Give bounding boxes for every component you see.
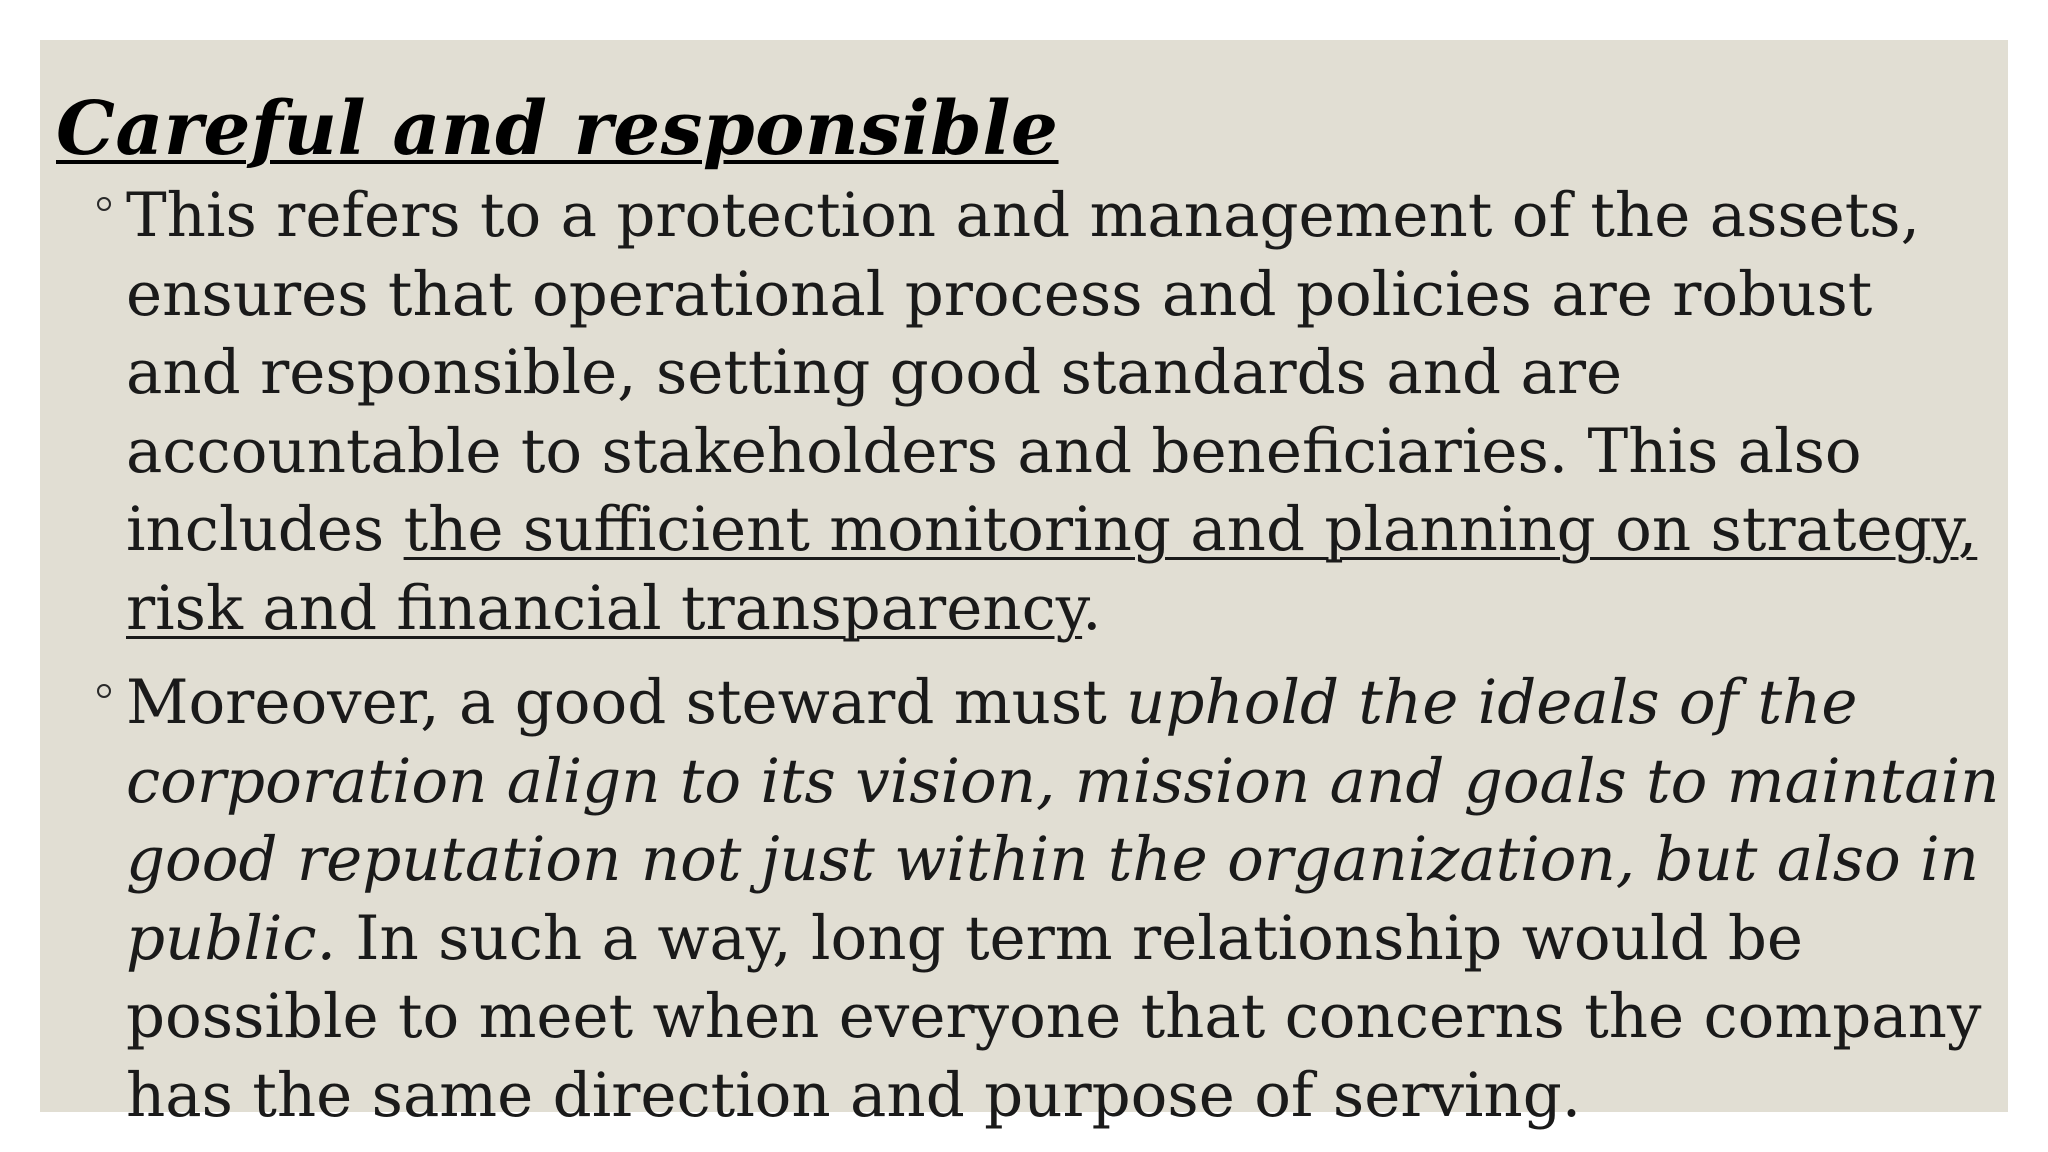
- text-run: This refers to a protection and management of the assets,: [126, 180, 1920, 251]
- text-run: possible to meet when everyone that concerns the company: [126, 981, 1982, 1052]
- text-run: .: [1082, 572, 1102, 644]
- text-line: [126, 177, 1977, 256]
- text-run: accountable to stakeholders and beneficiaries. This also: [126, 415, 1862, 487]
- text-run: and responsible, setting good standards and are: [126, 337, 1623, 408]
- bullet-circle-icon: [97, 684, 111, 698]
- text-line: [126, 743, 1999, 822]
- text-line: [126, 570, 1977, 649]
- italic-text: corporation align to its vision, mission and goals to maintain: [126, 745, 2000, 817]
- slide-title: Careful and responsible: [56, 86, 1059, 172]
- bullet-text: [126, 664, 1999, 1135]
- text-line: [126, 664, 1999, 743]
- text-line: [126, 413, 1977, 492]
- bullet-text: [126, 177, 1977, 648]
- italic-text: uphold the ideals of the: [1126, 667, 1858, 738]
- text-run: includes: [126, 494, 404, 565]
- underlined-text: the sufficient monitoring and planning on strategy,: [403, 494, 1978, 565]
- text-line: [126, 978, 1999, 1057]
- italic-text: good reputation not just within the organization, but also in: [126, 824, 1979, 895]
- text-run: In such a way, long term relationship would be: [335, 902, 1804, 974]
- text-line: [126, 256, 1977, 335]
- text-line: [126, 334, 1977, 413]
- bullet-circle-icon: [97, 197, 111, 211]
- slide: [40, 40, 2008, 1131]
- text-line: [126, 821, 1999, 900]
- text-line: [126, 1057, 1999, 1136]
- text-line: [126, 900, 1999, 979]
- text-run: ensures that operational process and policies are robust: [126, 258, 1873, 330]
- text-run: has the same direction and purpose of serving.: [126, 1059, 1582, 1131]
- text-line: [126, 491, 1977, 570]
- text-run: Moreover, a good steward must: [126, 667, 1127, 738]
- italic-text: public.: [126, 902, 336, 974]
- underlined-text: risk and financial transparency: [126, 572, 1083, 644]
